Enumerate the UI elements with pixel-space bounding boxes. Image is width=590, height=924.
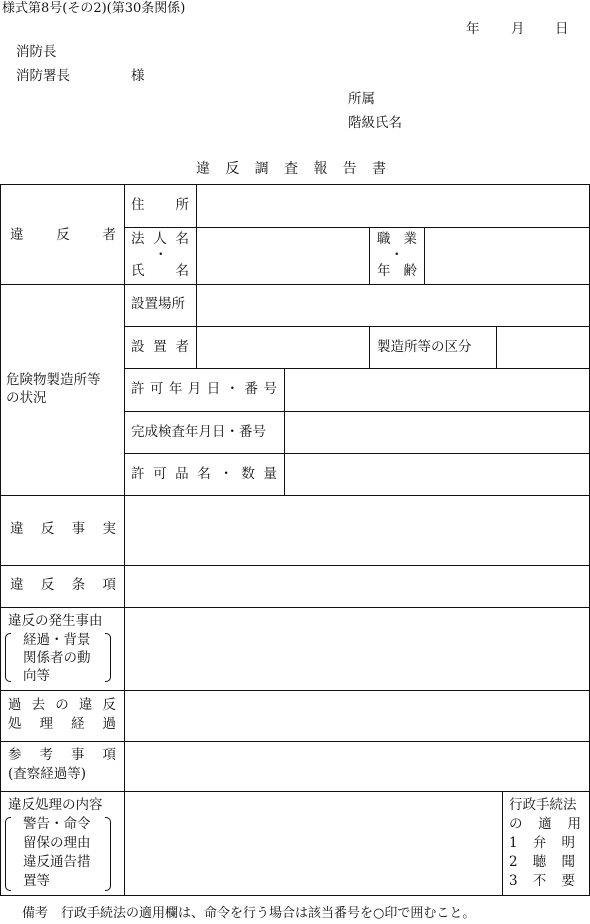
inspection-history-label: (査察経過等) [8, 766, 87, 782]
installer-value[interactable] [197, 327, 369, 368]
cause-bracket-right [105, 633, 111, 682]
cause-label-2: 経過・背景 [23, 632, 91, 648]
corp-name-dot: ・ [154, 247, 168, 263]
disposition-label-4: 違反通告措 [23, 854, 91, 870]
corporate-name-label: 法 人 名 [131, 231, 189, 247]
disposition-bracket-left [5, 817, 11, 891]
reference-value[interactable] [125, 742, 589, 791]
addressee-sama: 様 [131, 68, 145, 84]
date-year: 年 [466, 21, 480, 37]
disposition-label-5: 置等 [23, 873, 50, 889]
disposition-bracket-right [105, 817, 111, 891]
disposition-label-2: 警告・命令 [23, 816, 91, 832]
facility-division-value[interactable] [497, 327, 589, 368]
remarks-note: 備考 行政手続法の適用欄は、命令を行う場合は該当番号を○印で囲むこと。 [22, 906, 476, 921]
facility-division-label: 製造所等の区分 [377, 339, 472, 355]
installer-label: 設 置 者 [131, 339, 189, 355]
occupation-age-value[interactable] [425, 228, 589, 284]
sender-rank-name: 階級氏名 [348, 115, 402, 131]
admin-option-explanation[interactable]: 1 弁 明 [509, 835, 575, 851]
occupation-dot: ・ [390, 247, 404, 263]
past-handling-label: 処 理 経 過 [8, 716, 116, 732]
installation-place-value[interactable] [197, 285, 589, 326]
address-value[interactable] [197, 185, 589, 227]
occupation-label: 職 業 [377, 231, 417, 247]
date-day: 日 [555, 21, 569, 37]
violation-article-value[interactable] [125, 566, 589, 607]
form-number-label: 様式第8号(その2)(第30条関係) [2, 1, 186, 16]
name-label: 氏 名 [131, 263, 189, 279]
age-label: 年 齢 [377, 263, 417, 279]
installation-place-label: 設置場所 [131, 296, 185, 312]
disposition-value[interactable] [125, 792, 502, 895]
cause-value[interactable] [125, 608, 589, 690]
admin-procedure-apply-label: の 適 用 [509, 816, 581, 832]
inspection-date-number-value[interactable] [285, 412, 589, 453]
cause-bracket-left [5, 633, 11, 682]
date-month: 月 [511, 21, 525, 37]
past-violation-value[interactable] [125, 691, 589, 741]
cause-label: 違反の発生事由 [8, 613, 103, 629]
addressee-fire-chief: 消防長 [16, 44, 57, 60]
violation-facts-label: 違 反 事 実 [10, 521, 116, 537]
permit-date-number-value[interactable] [285, 369, 589, 411]
sender-affiliation: 所属 [348, 91, 375, 107]
inspection-date-number-label: 完成検査年月日・番号 [131, 424, 266, 440]
violation-article-label: 違 反 条 項 [10, 577, 116, 593]
disposition-label-3: 留保の理由 [23, 835, 91, 851]
permitted-goods-quantity-value[interactable] [285, 454, 589, 495]
addressee-station-chief: 消防署長 [16, 68, 70, 84]
name-value[interactable] [197, 228, 369, 284]
violator-label: 違 反 者 [10, 227, 116, 243]
address-label: 住 所 [131, 197, 189, 213]
cause-label-3: 関係者の動 [23, 650, 91, 666]
permit-date-number-label: 許 可 年 月 日 ・ 番 号 [131, 381, 277, 397]
violation-facts-value[interactable] [125, 496, 589, 565]
cause-label-4: 向等 [23, 668, 50, 684]
past-violation-label: 過 去 の 違 反 [8, 697, 116, 713]
admin-option-unnecessary[interactable]: 3 不 要 [509, 873, 575, 889]
facility-status-label: 危険物製造所等 [6, 372, 101, 388]
admin-option-hearing[interactable]: 2 聴 聞 [509, 854, 575, 870]
reference-label: 参 考 事 項 [8, 747, 116, 763]
document-title: 違 反 調 査 報 告 書 [196, 161, 386, 177]
admin-procedure-label: 行政手続法 [509, 797, 577, 813]
facility-status-label-2: の状況 [6, 390, 47, 406]
permitted-goods-quantity-label: 許 可 品 名 ・ 数 量 [131, 466, 277, 482]
disposition-label: 違反処理の内容 [8, 797, 103, 813]
